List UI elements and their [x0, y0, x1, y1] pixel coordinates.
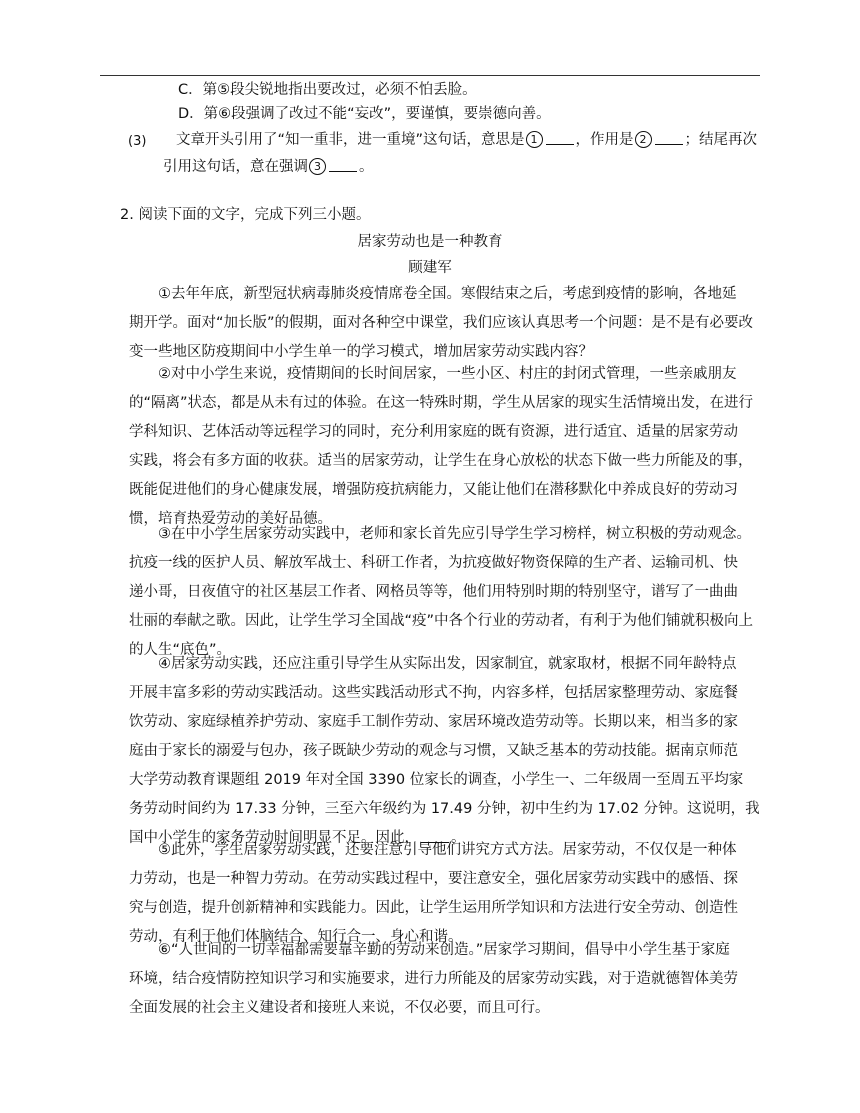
p6-line: 全面发展的社会主义建设者和接班人来说，不仅必要，而且可行。: [129, 1000, 550, 1016]
p1-line: ①去年年底，新型冠状病毒肺炎疫情席卷全国。寒假结束之后，考虑到疫情的影响，各地延: [158, 286, 737, 302]
p2-line: ②对中小学生来说，疫情期间的长时间居家，一些小区、村庄的封闭式管理，一些亲戚朋友: [158, 366, 737, 382]
p4-last-text: 国中小学生的家务劳动时间明显不足。因此，: [129, 830, 419, 846]
question-3-line-2: [163, 157, 374, 177]
p3-line: ③在中小学生居家劳动实践中，老师和家长首先应引导学生学习榜样，树立积极的劳动观念。: [158, 526, 751, 542]
p1-line: 期开学。面对“加长版”的假期，面对各种空中课堂，我们应该认真思考一个问题：是不是有必要改: [129, 315, 754, 331]
blank-marker-2: 2: [635, 131, 652, 148]
q3-text-d: 引用这句话，意在强调: [163, 159, 308, 175]
p2-line: 惯，培育热爱劳动的美好品德。: [129, 511, 332, 527]
p5-line: 劳动，有利于他们体脑结合、知行合一、身心和谐。: [129, 929, 463, 945]
blank-marker-1: 1: [526, 131, 543, 148]
blank-marker-3: 3: [309, 158, 326, 175]
question-3-line-1: [176, 130, 757, 150]
p4-line: 大学劳动教育课题组 2019 年对全国 3390 位家长的调查，小学生一、二年级周一至周五平均家: [129, 772, 744, 788]
paragraph-1: [129, 280, 765, 367]
p1-line: 变一些地区防疫期间中小学生单一的学习模式，增加居家劳动实践内容？: [129, 344, 593, 360]
p2-line: 的“隔离”状态，都是从未有过的体验。在这一特殊时期，学生从居家的现实生活情境出发，在进行: [129, 395, 754, 411]
article-title: 居家劳动也是一种教育: [357, 234, 503, 250]
option-c: C．第⑤段尖锐地指出要改过，必须不怕丢脸。: [178, 82, 477, 98]
paragraph-2: [129, 360, 765, 534]
q3-text-e: 。: [359, 159, 374, 175]
question-2-intro: 2. 阅读下面的文字，完成下列三小题。: [120, 207, 371, 223]
q3-text-a: 文章开头引用了“知一重非，进一重境”这句话，意思是: [176, 132, 525, 148]
p4-line: 开展丰富多彩的劳动实践活动。这些实践活动形式不拘，内容多样，包括居家整理劳动、家庭餐: [129, 685, 738, 701]
p5-line: ⑤此外，学生居家劳动实践，还要注意引导他们讲究方式方法。居家劳动，不仅仅是一种体: [158, 842, 737, 858]
article-author: 顾建军: [408, 260, 452, 276]
q3-text-b: ，作用是: [575, 132, 634, 148]
paragraph-6: [129, 936, 765, 1023]
p5-line: 力劳动，也是一种智力劳动。在劳动实践过程中，要注意安全，强化居家劳动实践中的感悟、探: [129, 871, 738, 887]
q3-text-c: ；结尾再次: [684, 132, 758, 148]
p5-line: 究与创造，提升创新精神和实践能力。因此，让学生运用所学知识和方法进行安全劳动、创造性: [129, 900, 738, 916]
answer-blank-1[interactable]: [546, 130, 574, 145]
p4-line: 饮劳动、家庭绿植养护劳动、家庭手工制作劳动、家居环境改造劳动等。长期以来，相当多的家: [129, 714, 738, 730]
question-3-number: (3): [128, 134, 147, 149]
p6-line: ⑥“人世间的一切幸福都需要靠辛勤的劳动来创造。”居家学习期间，倡导中小学生基于家庭: [158, 942, 730, 958]
answer-blank-2[interactable]: [655, 130, 683, 145]
p4-line: ④居家劳动实践，还应注重引导学生从实际出发，因家制宜，就家取材，根据不同年龄特点: [158, 656, 737, 672]
p4-line: 务劳动时间约为 17.33 分钟，三至六年级约为 17.49 分钟，初中生约为 17.02 分钟。这说明，我: [129, 801, 760, 817]
p3-line: 抗疫一线的医护人员、解放军战士、科研工作者，为抗疫做好物资保障的生产者、运输司机、快: [129, 555, 738, 571]
p3-line: 递小哥，日夜值守的社区基层工作者、网格员等等，他们用特别时期的特别坚守，谱写了一曲曲: [129, 584, 738, 600]
paragraph-3: [129, 520, 765, 665]
p4-last-end: 。: [451, 830, 466, 846]
p6-line: 环境，结合疫情防控知识学习和实施要求，进行力所能及的居家劳动实践，对于造就德智体美劳: [129, 971, 738, 987]
paragraph-4: [129, 650, 765, 853]
paragraph-5: [129, 836, 765, 952]
p2-line: 实践，将会有多方面的收获。适当的居家劳动，让学生在身心放松的状态下做一些力所能及的事，: [129, 453, 753, 469]
answer-blank-3[interactable]: [329, 157, 357, 172]
p4-line: 庭由于家长的溺爱与包办，孩子既缺少劳动的观念与习惯，又缺乏基本的劳动技能。据南京师范: [129, 743, 738, 759]
top-rule: [100, 75, 760, 76]
p3-line: 的人生“底色”。: [129, 642, 232, 658]
p3-line: 壮丽的奉献之歌。因此，让学生学习全国战“疫”中各个行业的劳动者，有利于为他们铺就积极向上: [129, 613, 754, 629]
option-d: D．第⑥段强调了改过不能“妄改”，要谨慎，要崇德向善。: [178, 106, 551, 122]
p2-line: 既能促进他们的身心健康发展，增强防疫抗病能力，又能让他们在潜移默化中养成良好的劳动习: [129, 482, 738, 498]
p2-line: 学科知识、艺体活动等远程学习的同时，充分利用家庭的既有资源，进行适宜、适量的居家劳动: [129, 424, 738, 440]
